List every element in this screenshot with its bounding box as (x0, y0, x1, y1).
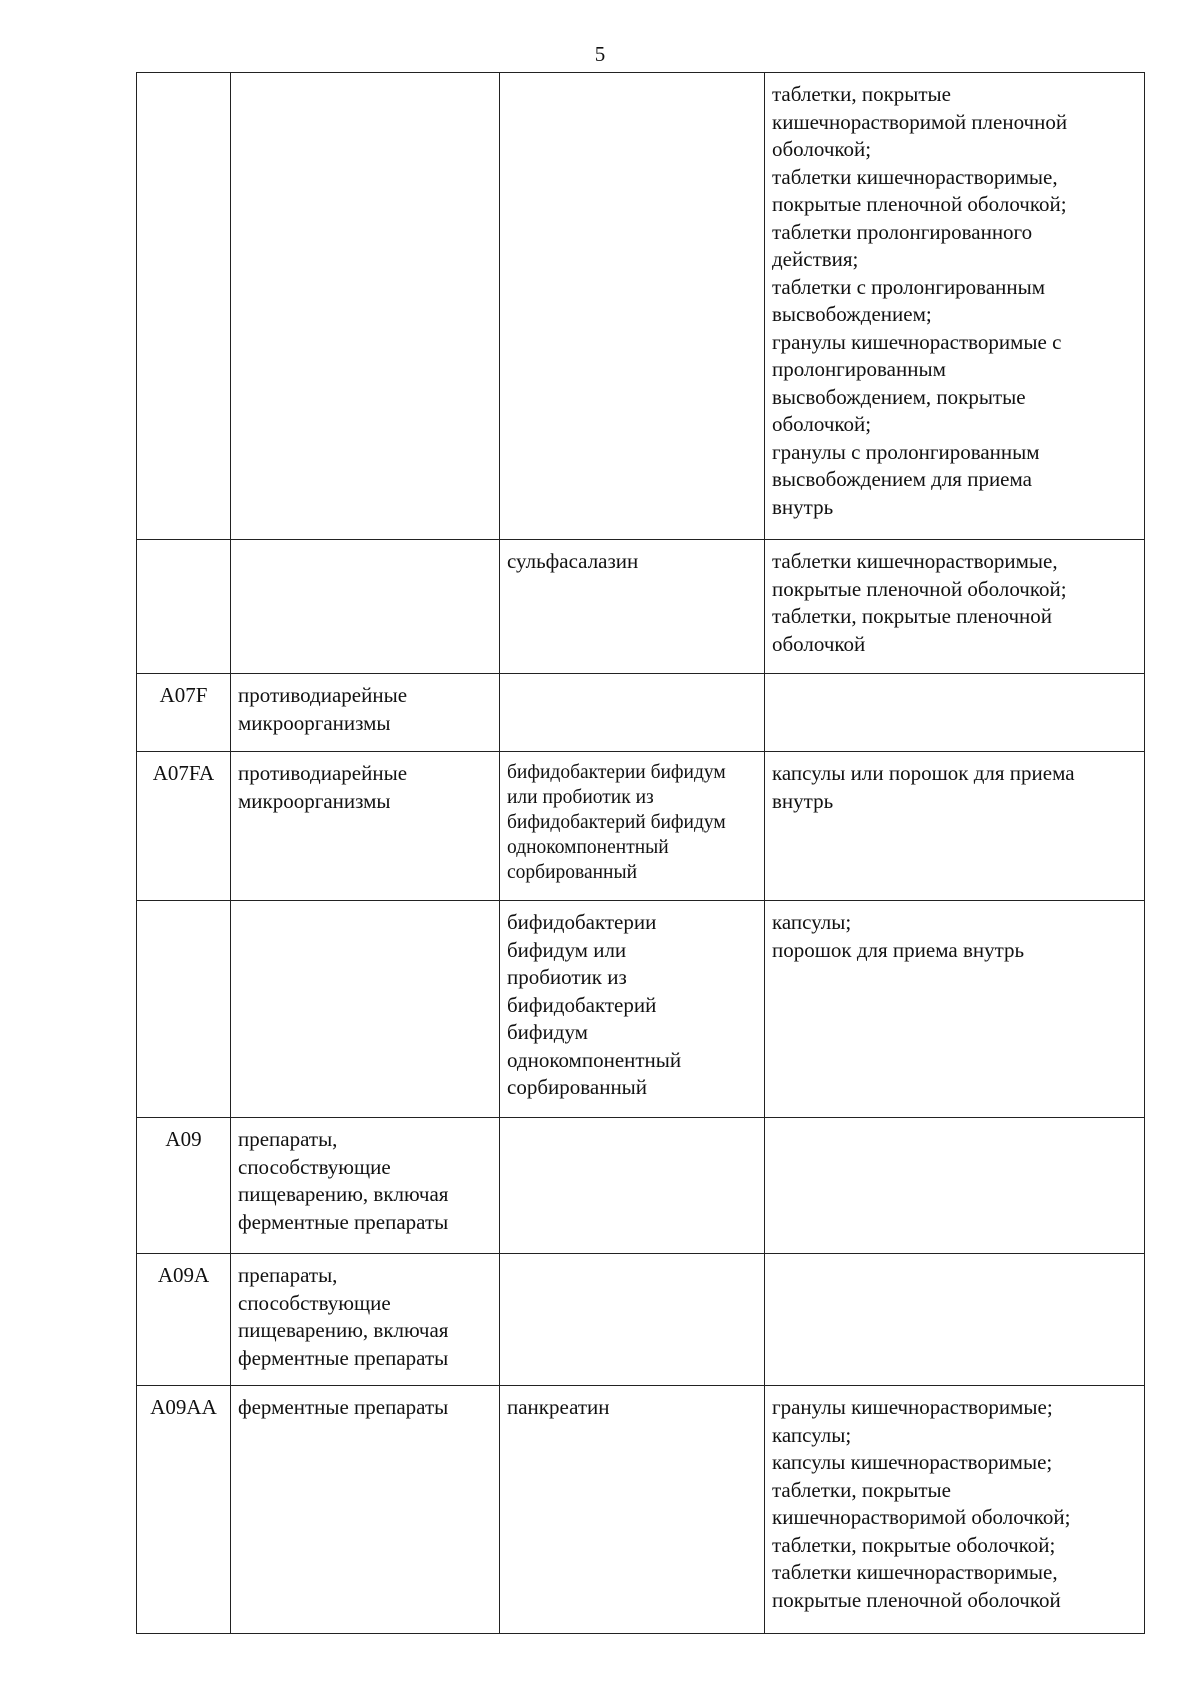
page-number: 5 (594, 42, 606, 66)
table-row (137, 73, 1145, 540)
atc-code-cell (137, 674, 231, 752)
atc-code-cell (137, 901, 231, 1118)
anatomical-group-line: ферментные препараты (238, 1209, 449, 1234)
atc-code-cell (137, 1386, 231, 1634)
dosage-forms-line: таблетки пролонгированного (772, 219, 1033, 244)
active-substance-line: пробиотик из (507, 965, 627, 989)
anatomical-group-cell (231, 1118, 500, 1254)
dosage-forms-line: порошок для приема внутрь (772, 937, 1025, 962)
active-substance-line: однокомпонентный (507, 1047, 682, 1072)
anatomical-group-line: микроорганизмы (238, 788, 391, 813)
dosage-forms-line: кишечнорастворимой оболочкой; (772, 1505, 1071, 1529)
anatomical-group-cell (231, 540, 500, 674)
active-substance-line: бифидобактерии бифидум (507, 762, 726, 783)
table-row (137, 674, 1145, 752)
atc-code: A09AA (150, 1395, 217, 1419)
active-substance-cell (500, 1254, 765, 1386)
active-substance-cell (500, 1386, 765, 1634)
anatomical-group-line: противодиарейные (238, 683, 408, 707)
active-substance-line: бифидобактерий бифидум (507, 812, 726, 833)
dosage-forms-line: таблетки кишечнорастворимые, (772, 549, 1058, 573)
dosage-forms-line: таблетки, покрытые (772, 1477, 951, 1502)
active-substance-line: панкреатин (507, 1395, 610, 1419)
table-row (137, 1118, 1145, 1254)
dosage-forms-line: гранулы кишечнорастворимые; (772, 1395, 1053, 1419)
anatomical-group-line: пищеварению, включая (238, 1318, 449, 1342)
dosage-forms-line: пролонгированным (772, 357, 946, 381)
table-body (137, 73, 1145, 1634)
anatomical-group-line: способствующие (238, 1154, 391, 1179)
anatomical-group-line: ферментные препараты (238, 1345, 449, 1370)
dosage-forms-line: покрытые пленочной оболочкой (772, 1587, 1061, 1612)
anatomical-group-cell (231, 674, 500, 752)
anatomical-group-line: микроорганизмы (238, 710, 391, 735)
dosage-forms-cell (765, 1386, 1145, 1634)
dosage-forms-line: внутрь (772, 788, 834, 813)
atc-code-cell (137, 540, 231, 674)
atc-code-cell (137, 752, 231, 901)
active-substance-cell (500, 901, 765, 1118)
table-row (137, 1254, 1145, 1386)
dosage-forms-cell (765, 1254, 1145, 1386)
anatomical-group-cell (231, 1254, 500, 1386)
active-substance-cell (500, 752, 765, 901)
anatomical-group-line: препараты, (238, 1263, 338, 1287)
dosage-forms-line: капсулы; (772, 910, 852, 934)
active-substance-cell (500, 674, 765, 752)
dosage-forms-cell (765, 1118, 1145, 1254)
dosage-forms-line: таблетки, покрытые (772, 82, 951, 106)
dosage-forms-line: действия; (772, 247, 859, 271)
atc-code: A07F (159, 683, 208, 707)
anatomical-group-line: препараты, (238, 1127, 338, 1151)
table-row (137, 1386, 1145, 1634)
dosage-forms-line: таблетки кишечнорастворимые, (772, 164, 1058, 189)
dosage-forms-line: внутрь (772, 494, 834, 519)
dosage-forms-cell (765, 73, 1145, 540)
active-substance-line: сульфасалазин (507, 549, 639, 573)
dosage-forms-line: капсулы или порошок для приема (772, 761, 1075, 785)
dosage-forms-line: оболочкой; (772, 412, 872, 436)
dosage-forms-line: таблетки кишечнорастворимые, (772, 1560, 1058, 1584)
dosage-forms-line: высвобождением; (772, 302, 932, 326)
active-substance-line: бифидум или (507, 937, 627, 962)
active-substance-line: однокомпонентный (507, 837, 669, 858)
dosage-forms-line: покрытые пленочной оболочкой; (772, 576, 1067, 601)
dosage-forms-line: таблетки с пролонгированным (772, 274, 1046, 299)
atc-code: A07FA (152, 761, 215, 785)
dosage-forms-line: высвобождением для приема (772, 467, 1032, 491)
anatomical-group-line: ферментные препараты (238, 1395, 449, 1419)
atc-code: A09A (157, 1263, 210, 1287)
dosage-forms-line: гранулы кишечнорастворимые с (772, 329, 1062, 354)
anatomical-group-cell (231, 752, 500, 901)
dosage-forms-line: таблетки, покрытые оболочкой; (772, 1532, 1056, 1557)
active-substance-line: бифидобактерии (507, 910, 657, 934)
drug-table (136, 72, 1145, 1634)
dosage-forms-line: кишечнорастворимой пленочной (772, 109, 1068, 134)
table-row (137, 752, 1145, 901)
dosage-forms-line: гранулы с пролонгированным (772, 439, 1040, 464)
dosage-forms-line: высвобождением, покрытые (772, 384, 1026, 409)
anatomical-group-cell (231, 901, 500, 1118)
active-substance-line: сорбированный (507, 862, 638, 883)
active-substance-line: бифидобактерий (507, 992, 657, 1017)
dosage-forms-line: оболочкой; (772, 137, 872, 161)
dosage-forms-line: покрытые пленочной оболочкой; (772, 192, 1067, 216)
active-substance-line: бифидум (507, 1020, 588, 1044)
atc-code-cell (137, 73, 231, 540)
atc-code-cell (137, 1118, 231, 1254)
dosage-forms-line: капсулы; (772, 1422, 852, 1447)
dosage-forms-cell (765, 901, 1145, 1118)
atc-code: A09 (165, 1127, 202, 1151)
atc-code-cell (137, 1254, 231, 1386)
dosage-forms-cell (765, 540, 1145, 674)
active-substance-cell (500, 73, 765, 540)
table-row (137, 540, 1145, 674)
table-row (137, 901, 1145, 1118)
active-substance-line: или пробиотик из (507, 787, 654, 808)
dosage-forms-cell (765, 674, 1145, 752)
anatomical-group-cell (231, 1386, 500, 1634)
dosage-forms-cell (765, 752, 1145, 901)
active-substance-cell (500, 540, 765, 674)
anatomical-group-line: противодиарейные (238, 761, 408, 785)
anatomical-group-cell (231, 73, 500, 540)
active-substance-line: сорбированный (507, 1075, 648, 1099)
dosage-forms-line: оболочкой (772, 631, 866, 656)
anatomical-group-line: способствующие (238, 1290, 391, 1315)
anatomical-group-line: пищеварению, включая (238, 1182, 449, 1206)
dosage-forms-line: капсулы кишечнорастворимые; (772, 1450, 1053, 1474)
dosage-forms-line: таблетки, покрытые пленочной (772, 604, 1053, 628)
active-substance-cell (500, 1118, 765, 1254)
